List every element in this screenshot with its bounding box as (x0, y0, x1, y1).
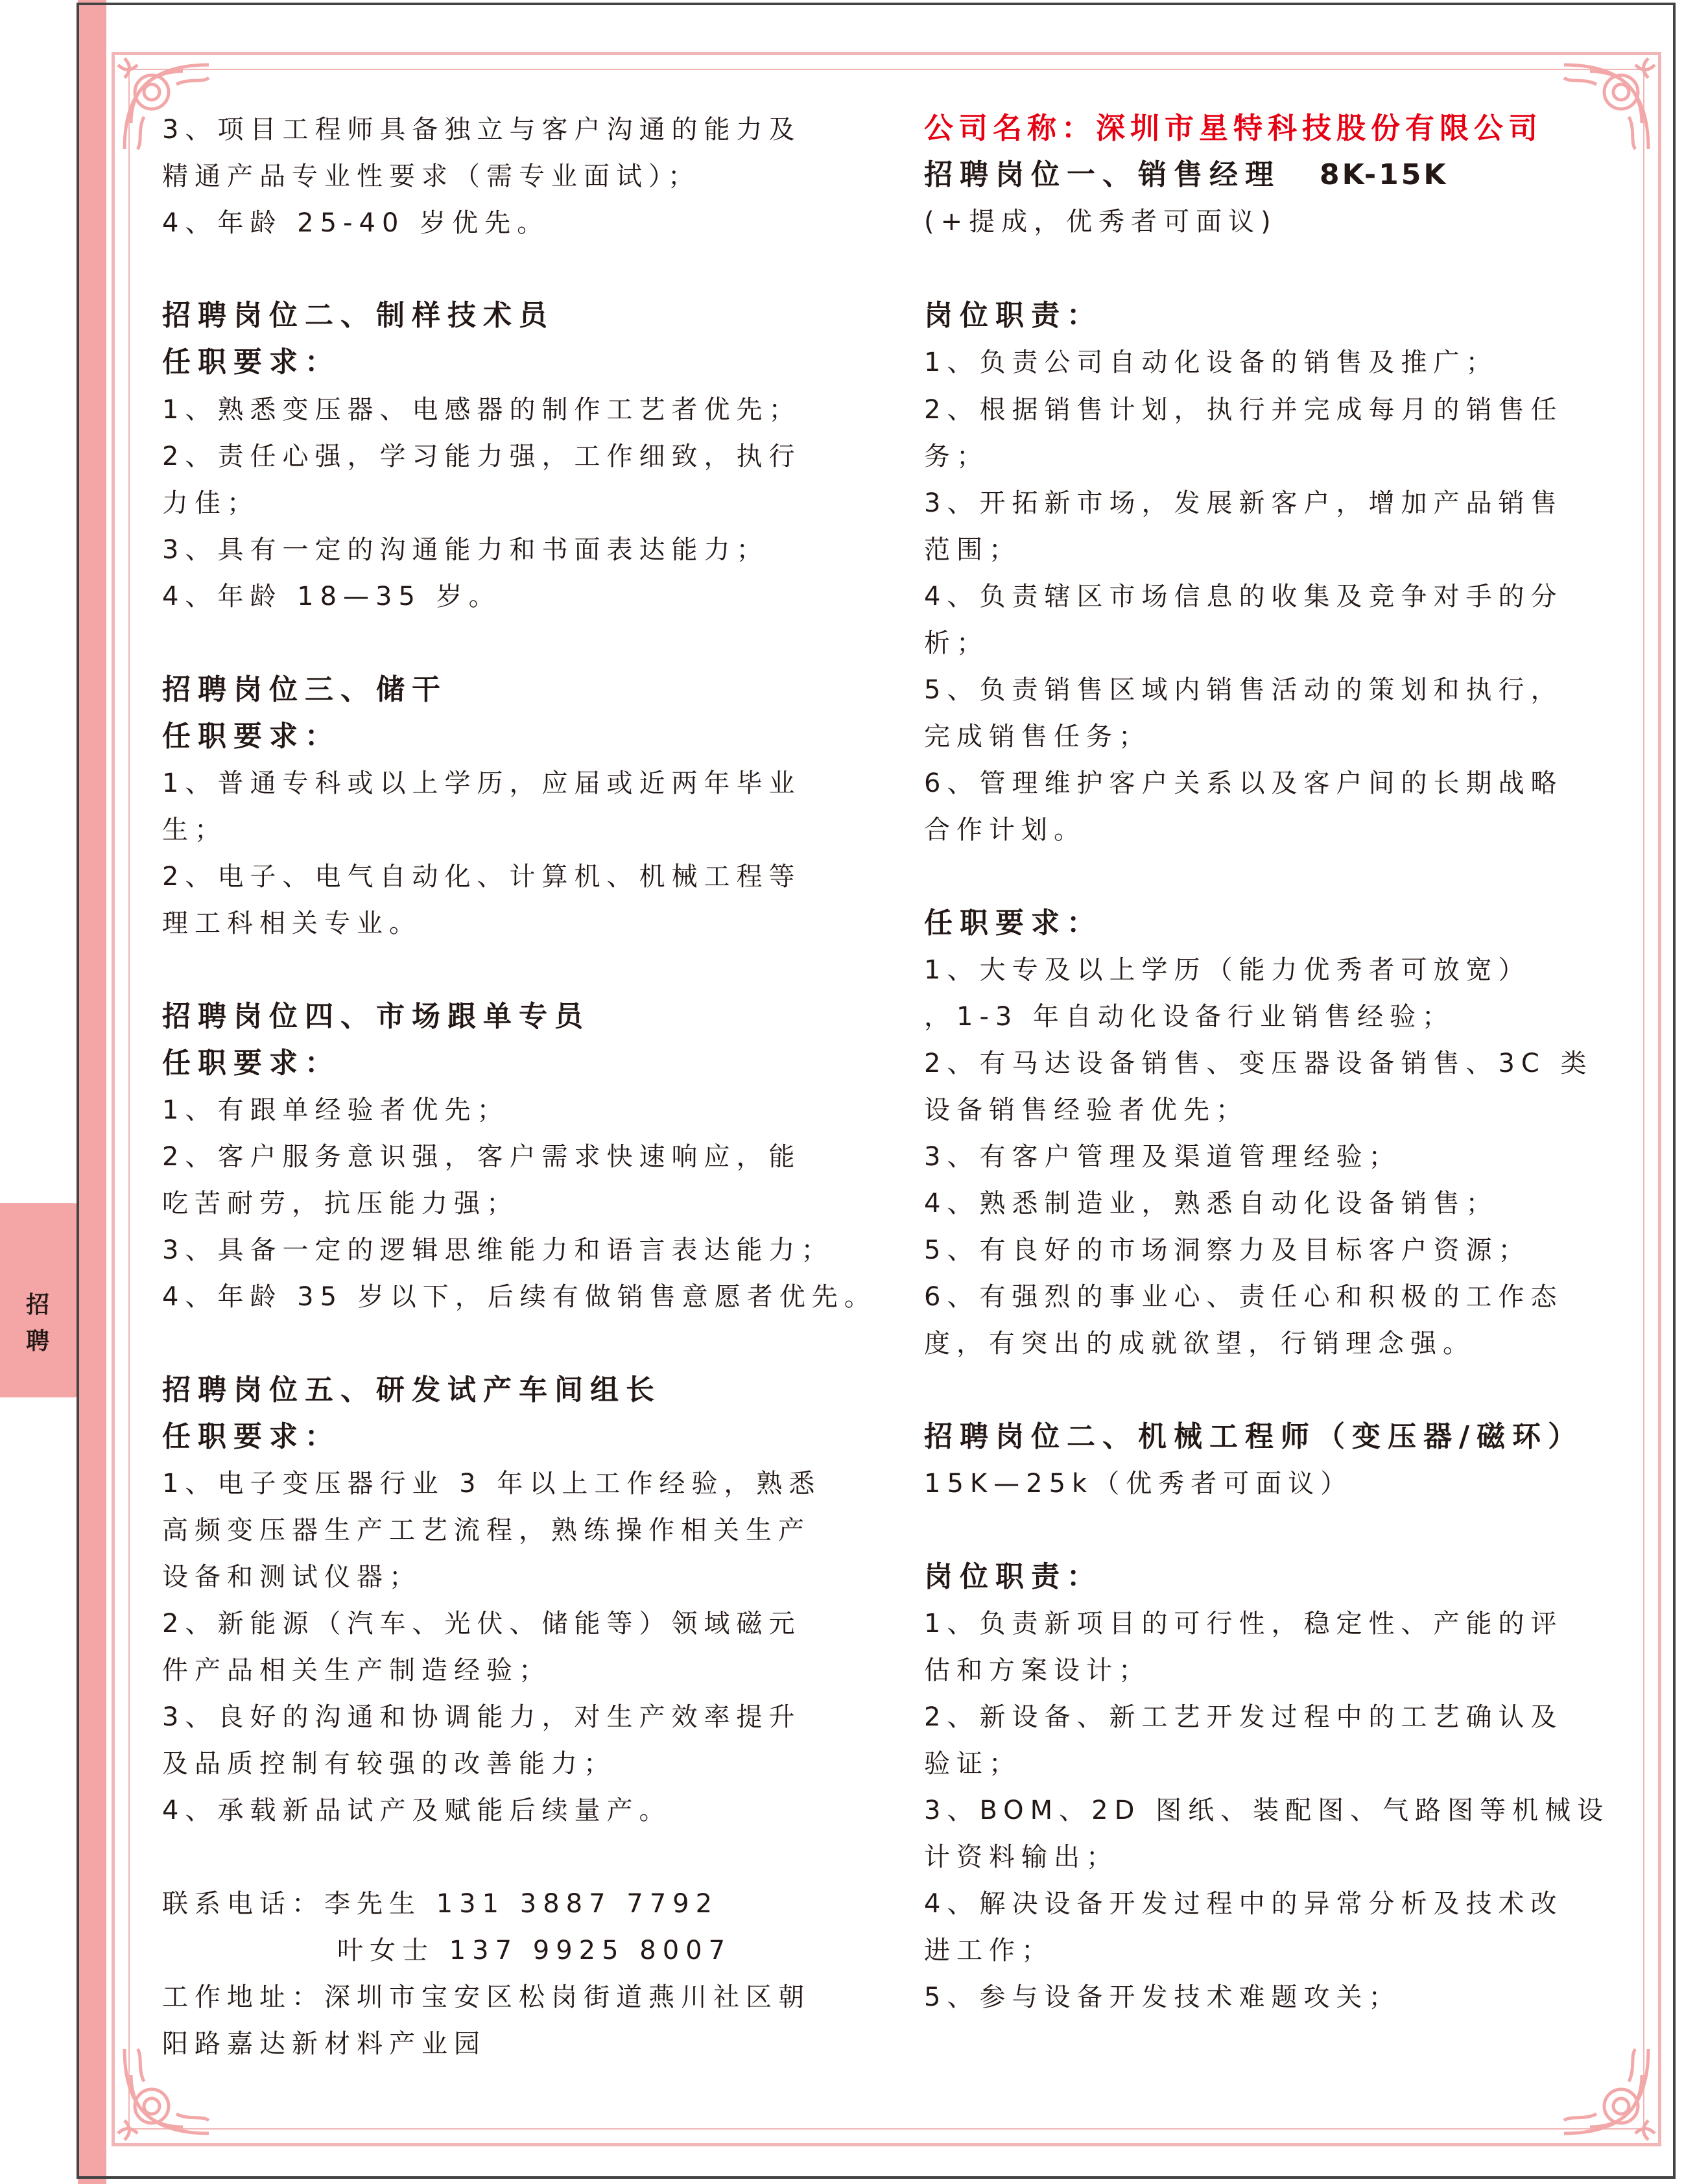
text-line: 3、BOM、2D 图纸、装配图、气路图等机械设 (924, 1796, 1610, 1825)
subsection-heading: 任职要求： (162, 1047, 340, 1080)
section-heading: 招聘岗位四、市场跟单专员 (162, 1000, 590, 1033)
text-line: 2、电子、电气自动化、计算机、机械工程等 (162, 862, 801, 892)
text-line: 设备和测试仪器； (162, 1562, 421, 1592)
text-line: ，1-3 年自动化设备行业销售经验； (924, 1002, 1455, 1032)
section-heading: 招聘岗位五、研发试产车间组长 (162, 1373, 661, 1407)
text-line: 4、熟悉制造业，熟悉自动化设备销售； (924, 1189, 1499, 1218)
company-name: 公司名称：深圳市星特科技股份有限公司 (924, 111, 1543, 145)
text-line: 1、电子变压器行业 3 年以上工作经验，熟悉 (162, 1469, 822, 1499)
text-line: 力佳； (162, 488, 259, 518)
text-line: 4、负责辖区市场信息的收集及竞争对手的分 (924, 582, 1563, 611)
text-line: 2、新能源（汽车、光伏、储能等）领域磁元 (162, 1609, 801, 1639)
corner-ornament-icon (112, 52, 222, 162)
text-line: 6、管理维护客户关系以及客户间的长期战略 (924, 768, 1563, 798)
text-line: 1、普通专科或以上学历，应届或近两年毕业 (162, 768, 801, 798)
text-line: 件产品相关生产制造经验； (162, 1656, 551, 1685)
corner-ornament-icon (1551, 2036, 1661, 2146)
text-line: 3、具有一定的沟通能力和书面表达能力； (162, 535, 769, 565)
contact-phone-1: 联系电话：李先生 131 3887 7792 (162, 1889, 719, 1919)
subsection-heading: 任职要求： (924, 907, 1102, 940)
text-line: 4、承载新品试产及赋能后续量产。 (162, 1796, 672, 1825)
text-line: 5、负责销售区域内销售活动的策划和执行， (924, 675, 1563, 705)
text-line: 2、有马达设备销售、变压器设备销售、3C 类 (924, 1049, 1593, 1078)
subsection-heading: 岗位职责： (924, 299, 1102, 332)
text-line: 2、新设备、新工艺开发过程中的工艺确认及 (924, 1702, 1563, 1732)
text-line: 1、熟悉变压器、电感器的制作工艺者优先； (162, 395, 801, 425)
text-line: 2、客户服务意识强，客户需求快速响应，能 (162, 1142, 801, 1172)
section-heading: 招聘岗位二、机械工程师（变压器/磁环） (924, 1420, 1584, 1453)
text-line: 生； (162, 815, 227, 845)
subsection-heading: 任职要求： (162, 346, 340, 379)
text-line: 4、年龄 35 岁以下，后续有做销售意愿者优先。 (162, 1282, 877, 1312)
text-line: 度，有突出的成就欲望，行销理念强。 (924, 1329, 1475, 1359)
subsection-heading: 岗位职责： (924, 1560, 1102, 1593)
text-line: 高频变压器生产工艺流程，熟练操作相关生产 (162, 1515, 811, 1545)
text-line: 吃苦耐劳，抗压能力强； (162, 1189, 519, 1218)
text-line: 4、年龄 18—35 岁。 (162, 582, 501, 611)
text-line: 精通产品专业性要求（需专业面试）； (162, 161, 700, 191)
subsection-heading: 任职要求： (162, 1420, 340, 1453)
text-line: 1、负责新项目的可行性，稳定性、产能的评 (924, 1609, 1563, 1639)
text-line: 范围； (924, 535, 1021, 565)
text-line: 4、年龄 25-40 岁优先。 (162, 208, 550, 238)
address-line: 工作地址：深圳市宝安区松岗街道燕川社区朝 (162, 1982, 811, 2012)
text-line: 完成销售任务； (924, 722, 1151, 752)
text-line: 3、良好的沟通和协调能力，对生产效率提升 (162, 1702, 801, 1732)
text-line: 3、开拓新市场，发展新客户，增加产品销售 (924, 488, 1563, 518)
text-line: 5、有良好的市场洞察力及目标客户资源； (924, 1235, 1531, 1265)
section-heading: 招聘岗位三、储干 (162, 673, 447, 706)
section-heading: 招聘岗位二、制样技术员 (162, 299, 554, 332)
text-line: 3、具备一定的逻辑思维能力和语言表达能力； (162, 1235, 834, 1265)
section-heading (924, 160, 1448, 191)
text-line: 计资料输出； (924, 1842, 1119, 1872)
text-line: 2、根据销售计划，执行并完成每月的销售任 (924, 395, 1563, 425)
text-line: 3、有客户管理及渠道管理经验； (924, 1142, 1401, 1172)
job-title: 招聘岗位一、销售经理 (924, 158, 1281, 191)
text-line: 4、解决设备开发过程中的异常分析及技术改 (924, 1889, 1563, 1919)
salary-line: 15K—25k（优秀者可面议） (924, 1469, 1353, 1499)
text-line: (+提成，优秀者可面议) (924, 207, 1277, 237)
text-line: 估和方案设计； (924, 1656, 1151, 1685)
text-line: 及品质控制有较强的改善能力； (162, 1749, 616, 1779)
text-line: 理工科相关专业。 (162, 908, 421, 938)
corner-ornament-icon (1551, 52, 1661, 162)
text-line: 5、参与设备开发技术难题攻关； (924, 1982, 1401, 2012)
subsection-heading: 任职要求： (162, 720, 340, 753)
text-line: 2、责任心强，学习能力强，工作细致，执行 (162, 442, 801, 471)
text-line: 6、有强烈的事业心、责任心和积极的工作态 (924, 1282, 1563, 1312)
text-line: 1、大专及以上学历（能力优秀者可放宽） (924, 955, 1531, 985)
side-tab-label: 招聘 (25, 1292, 49, 1355)
text-line: 合作计划。 (924, 815, 1086, 845)
text-line: 1、有跟单经验者优先； (162, 1095, 510, 1125)
text-line: 1、负责公司自动化设备的销售及推广； (924, 348, 1499, 377)
text-line: 3、项目工程师具备独立与客户沟通的能力及 (162, 115, 801, 145)
contact-phone-2: 叶女士 137 9925 8007 (337, 1936, 732, 1965)
address-line: 阳路嘉达新材料产业园 (162, 2029, 486, 2059)
text-line: 进工作； (924, 1936, 1054, 1965)
text-line: 析； (924, 628, 989, 658)
text-line: 务； (924, 442, 989, 471)
text-line: 验证； (924, 1749, 1021, 1779)
salary: 8K-15K (1320, 158, 1449, 191)
text-line: 设备销售经验者优先； (924, 1095, 1248, 1125)
